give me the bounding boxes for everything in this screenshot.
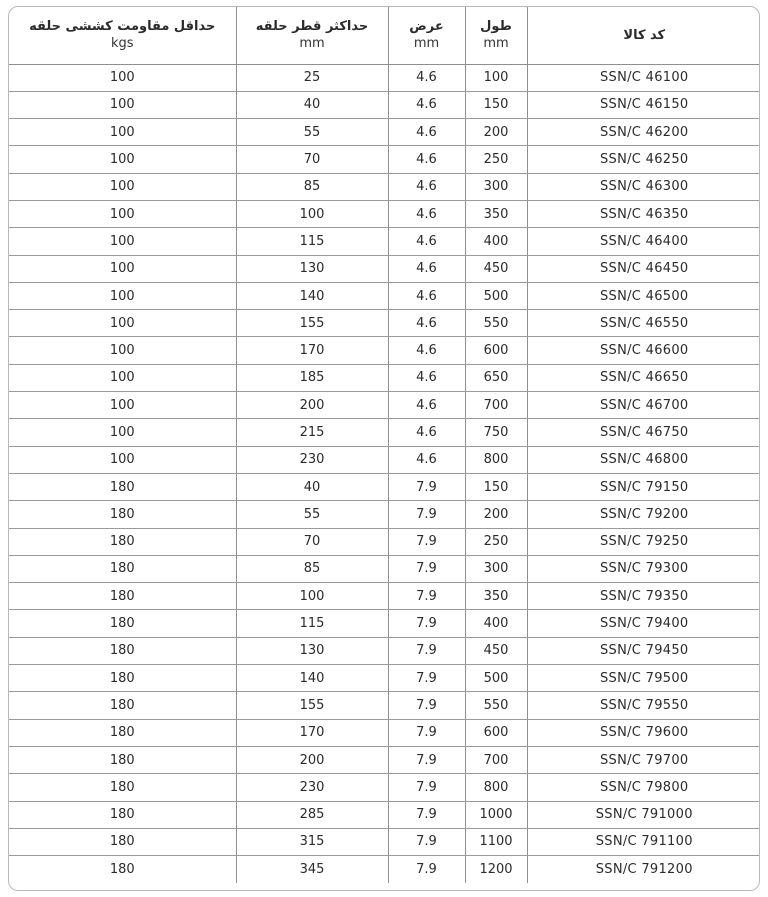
- cell-width: 4.6: [388, 200, 465, 227]
- cell-product-code: SSN/C 46400: [527, 228, 760, 255]
- cell-product-code: SSN/C 46700: [527, 392, 760, 419]
- cell-min-tensile-strength: 100: [9, 255, 236, 282]
- cell-length: 150: [465, 91, 527, 118]
- cell-product-code: SSN/C 46300: [527, 173, 760, 200]
- product-spec-table: [9, 7, 760, 883]
- cell-min-tensile-strength: 100: [9, 337, 236, 364]
- cell-min-tensile-strength: 180: [9, 746, 236, 773]
- cell-max-ring-diameter: 140: [236, 665, 388, 692]
- cell-product-code: SSN/C 79550: [527, 692, 760, 719]
- table-row: [9, 173, 760, 200]
- cell-width: 4.6: [388, 64, 465, 91]
- cell-length: 500: [465, 282, 527, 309]
- cell-max-ring-diameter: 200: [236, 746, 388, 773]
- table-row: [9, 856, 760, 883]
- cell-length: 400: [465, 228, 527, 255]
- cell-width: 7.9: [388, 665, 465, 692]
- header-min-tensile-strength: [9, 7, 236, 64]
- cell-min-tensile-strength: 180: [9, 473, 236, 500]
- cell-product-code: SSN/C 79600: [527, 719, 760, 746]
- cell-length: 600: [465, 337, 527, 364]
- cell-product-code: SSN/C 79350: [527, 583, 760, 610]
- cell-max-ring-diameter: 85: [236, 555, 388, 582]
- cell-product-code: SSN/C 79450: [527, 637, 760, 664]
- cell-width: 7.9: [388, 692, 465, 719]
- table-row: [9, 528, 760, 555]
- cell-width: 7.9: [388, 473, 465, 500]
- cell-length: 800: [465, 774, 527, 801]
- table-row: [9, 91, 760, 118]
- cell-min-tensile-strength: 100: [9, 119, 236, 146]
- cell-min-tensile-strength: 180: [9, 665, 236, 692]
- cell-length: 700: [465, 746, 527, 773]
- cell-width: 4.6: [388, 119, 465, 146]
- table-row: [9, 665, 760, 692]
- cell-product-code: SSN/C 46150: [527, 91, 760, 118]
- cell-product-code: SSN/C 79200: [527, 501, 760, 528]
- table-row: [9, 228, 760, 255]
- cell-length: 450: [465, 255, 527, 282]
- cell-width: 4.6: [388, 282, 465, 309]
- table-row: [9, 64, 760, 91]
- cell-max-ring-diameter: 285: [236, 801, 388, 828]
- cell-max-ring-diameter: 170: [236, 719, 388, 746]
- cell-length: 700: [465, 392, 527, 419]
- cell-min-tensile-strength: 180: [9, 801, 236, 828]
- cell-max-ring-diameter: 155: [236, 692, 388, 719]
- table-row: [9, 692, 760, 719]
- cell-width: 4.6: [388, 310, 465, 337]
- cell-length: 250: [465, 528, 527, 555]
- cell-max-ring-diameter: 315: [236, 828, 388, 855]
- cell-width: 7.9: [388, 828, 465, 855]
- cell-min-tensile-strength: 100: [9, 310, 236, 337]
- cell-width: 7.9: [388, 801, 465, 828]
- cell-max-ring-diameter: 230: [236, 446, 388, 473]
- table-row: [9, 583, 760, 610]
- header-unit: mm: [299, 36, 325, 52]
- cell-length: 200: [465, 119, 527, 146]
- cell-min-tensile-strength: 100: [9, 146, 236, 173]
- cell-product-code: SSN/C 79400: [527, 610, 760, 637]
- header-title: عرض: [409, 19, 444, 35]
- cell-length: 200: [465, 501, 527, 528]
- cell-max-ring-diameter: 130: [236, 255, 388, 282]
- cell-width: 4.6: [388, 419, 465, 446]
- cell-min-tensile-strength: 180: [9, 637, 236, 664]
- header-unit: mm: [483, 36, 509, 52]
- cell-min-tensile-strength: 100: [9, 64, 236, 91]
- spec-table-container: [8, 6, 760, 891]
- cell-min-tensile-strength: 180: [9, 555, 236, 582]
- cell-max-ring-diameter: 215: [236, 419, 388, 446]
- table-row: [9, 828, 760, 855]
- header-row: [9, 7, 760, 64]
- cell-length: 500: [465, 665, 527, 692]
- cell-width: 7.9: [388, 555, 465, 582]
- cell-min-tensile-strength: 180: [9, 501, 236, 528]
- cell-length: 300: [465, 555, 527, 582]
- cell-min-tensile-strength: 180: [9, 774, 236, 801]
- cell-product-code: SSN/C 791200: [595, 862, 693, 877]
- table-header: [9, 7, 760, 64]
- cell-max-ring-diameter: 85: [236, 173, 388, 200]
- cell-product-code: SSN/C 79250: [527, 528, 760, 555]
- cell-width: 4.6: [388, 446, 465, 473]
- cell-min-tensile-strength: 180: [9, 583, 236, 610]
- cell-min-tensile-strength: 180: [9, 719, 236, 746]
- table-row: [9, 473, 760, 500]
- cell-length: 750: [465, 419, 527, 446]
- cell-width: 7.9: [388, 637, 465, 664]
- cell-length: 1200: [465, 856, 527, 883]
- table-row: [9, 282, 760, 309]
- cell-max-ring-diameter: 185: [236, 364, 388, 391]
- cell-length: 600: [465, 719, 527, 746]
- cell-product-code: SSN/C 791100: [527, 828, 760, 855]
- cell-product-code: SSN/C 46800: [527, 446, 760, 473]
- table-row: [9, 719, 760, 746]
- cell-max-ring-diameter: 40: [236, 91, 388, 118]
- cell-max-ring-diameter: 25: [236, 64, 388, 91]
- cell-width: 4.6: [388, 337, 465, 364]
- cell-min-tensile-strength: 100: [9, 364, 236, 391]
- cell-length: 250: [465, 146, 527, 173]
- table-row: [9, 255, 760, 282]
- table-row: [9, 501, 760, 528]
- header-product-code: [527, 7, 760, 64]
- cell-product-code: SSN/C 46750: [527, 419, 760, 446]
- header-length: [465, 7, 527, 64]
- table-row: [9, 337, 760, 364]
- header-unit: kgs: [110, 36, 134, 52]
- cell-width: 4.6: [388, 228, 465, 255]
- cell-min-tensile-strength: 100: [9, 282, 236, 309]
- cell-max-ring-diameter: 140: [236, 282, 388, 309]
- table-row: [9, 801, 760, 828]
- table-row: [9, 146, 760, 173]
- cell-width: 7.9: [388, 583, 465, 610]
- cell-product-code: SSN/C 46550: [527, 310, 760, 337]
- cell-product-code: SSN/C 46500: [527, 282, 760, 309]
- cell-length: 800: [465, 446, 527, 473]
- cell-width: 7.9: [388, 501, 465, 528]
- cell-min-tensile-strength: 100: [9, 228, 236, 255]
- header-max-ring-diameter: [236, 7, 388, 64]
- cell-min-tensile-strength: 180: [9, 610, 236, 637]
- cell-max-ring-diameter: 55: [236, 119, 388, 146]
- cell-max-ring-diameter: 100: [236, 583, 388, 610]
- table-row: [9, 310, 760, 337]
- table-row: [9, 610, 760, 637]
- table-row: [9, 637, 760, 664]
- cell-length: 300: [465, 173, 527, 200]
- cell-product-code: SSN/C 46450: [527, 255, 760, 282]
- header-width: [388, 7, 465, 64]
- cell-max-ring-diameter: 100: [236, 200, 388, 227]
- cell-max-ring-diameter: 40: [236, 473, 388, 500]
- cell-max-ring-diameter: 170: [236, 337, 388, 364]
- cell-max-ring-diameter: 70: [236, 528, 388, 555]
- cell-width: 4.6: [388, 392, 465, 419]
- cell-min-tensile-strength: 100: [9, 419, 236, 446]
- header-title: حداکثر قطر حلقه: [255, 19, 369, 35]
- cell-width: 7.9: [388, 746, 465, 773]
- cell-max-ring-diameter: 55: [236, 501, 388, 528]
- cell-max-ring-diameter: 115: [236, 610, 388, 637]
- cell-width: 7.9: [388, 774, 465, 801]
- cell-min-tensile-strength: 180: [9, 856, 236, 883]
- cell-max-ring-diameter: 70: [236, 146, 388, 173]
- header-title: کد کالا: [623, 27, 666, 43]
- cell-product-code: SSN/C 79300: [527, 555, 760, 582]
- cell-product-code: SSN/C 46350: [527, 200, 760, 227]
- cell-width: 7.9: [388, 856, 465, 883]
- header-title: حداقل مقاومت کششی حلقه: [29, 19, 216, 35]
- cell-width: 7.9: [388, 528, 465, 555]
- cell-width: 7.9: [388, 719, 465, 746]
- cell-product-code: SSN/C 46600: [527, 337, 760, 364]
- cell-length: 400: [465, 610, 527, 637]
- cell-product-code: SSN/C 791000: [527, 801, 760, 828]
- cell-product-code: SSN/C 79500: [527, 665, 760, 692]
- cell-length: 550: [465, 310, 527, 337]
- cell-product-code: SSN/C 46650: [527, 364, 760, 391]
- table-body: [9, 64, 760, 883]
- cell-product-code: SSN/C 46200: [527, 119, 760, 146]
- cell-length: 350: [465, 200, 527, 227]
- table-row: [9, 119, 760, 146]
- table-row: [9, 364, 760, 391]
- cell-length: 650: [465, 364, 527, 391]
- table-row: [9, 419, 760, 446]
- cell-min-tensile-strength: 100: [9, 392, 236, 419]
- cell-max-ring-diameter: 230: [236, 774, 388, 801]
- cell-min-tensile-strength: 100: [9, 200, 236, 227]
- cell-max-ring-diameter: 115: [236, 228, 388, 255]
- cell-product-code: SSN/C 46250: [527, 146, 760, 173]
- cell-max-ring-diameter: 345: [236, 856, 388, 883]
- cell-length: 1000: [465, 801, 527, 828]
- cell-length: 150: [465, 473, 527, 500]
- cell-width: 4.6: [388, 173, 465, 200]
- cell-min-tensile-strength: 100: [9, 173, 236, 200]
- cell-max-ring-diameter: 155: [236, 310, 388, 337]
- cell-min-tensile-strength: 180: [9, 828, 236, 855]
- table-row: [9, 200, 760, 227]
- cell-product-code: SSN/C 79700: [527, 746, 760, 773]
- cell-product-code: SSN/C 79800: [527, 774, 760, 801]
- cell-width: 4.6: [388, 255, 465, 282]
- cell-min-tensile-strength: 180: [9, 528, 236, 555]
- cell-min-tensile-strength: 180: [9, 692, 236, 719]
- cell-max-ring-diameter: 130: [236, 637, 388, 664]
- cell-width: 7.9: [388, 610, 465, 637]
- table-row: [9, 746, 760, 773]
- cell-product-code: SSN/C 79150: [527, 473, 760, 500]
- cell-length: 450: [465, 637, 527, 664]
- cell-length: 100: [465, 64, 527, 91]
- header-unit: mm: [413, 36, 440, 52]
- cell-product-code: SSN/C 46100: [527, 64, 760, 91]
- cell-max-ring-diameter: 200: [236, 392, 388, 419]
- cell-width: 4.6: [388, 146, 465, 173]
- cell-width: 4.6: [388, 91, 465, 118]
- table-row: [9, 555, 760, 582]
- cell-width: 4.6: [388, 364, 465, 391]
- cell-length: 1100: [465, 828, 527, 855]
- cell-length: 350: [465, 583, 527, 610]
- cell-length: 550: [465, 692, 527, 719]
- cell-min-tensile-strength: 100: [9, 446, 236, 473]
- cell-min-tensile-strength: 100: [9, 91, 236, 118]
- table-row: [9, 392, 760, 419]
- table-row: [9, 774, 760, 801]
- table-row: [9, 446, 760, 473]
- header-title: طول: [480, 19, 512, 35]
